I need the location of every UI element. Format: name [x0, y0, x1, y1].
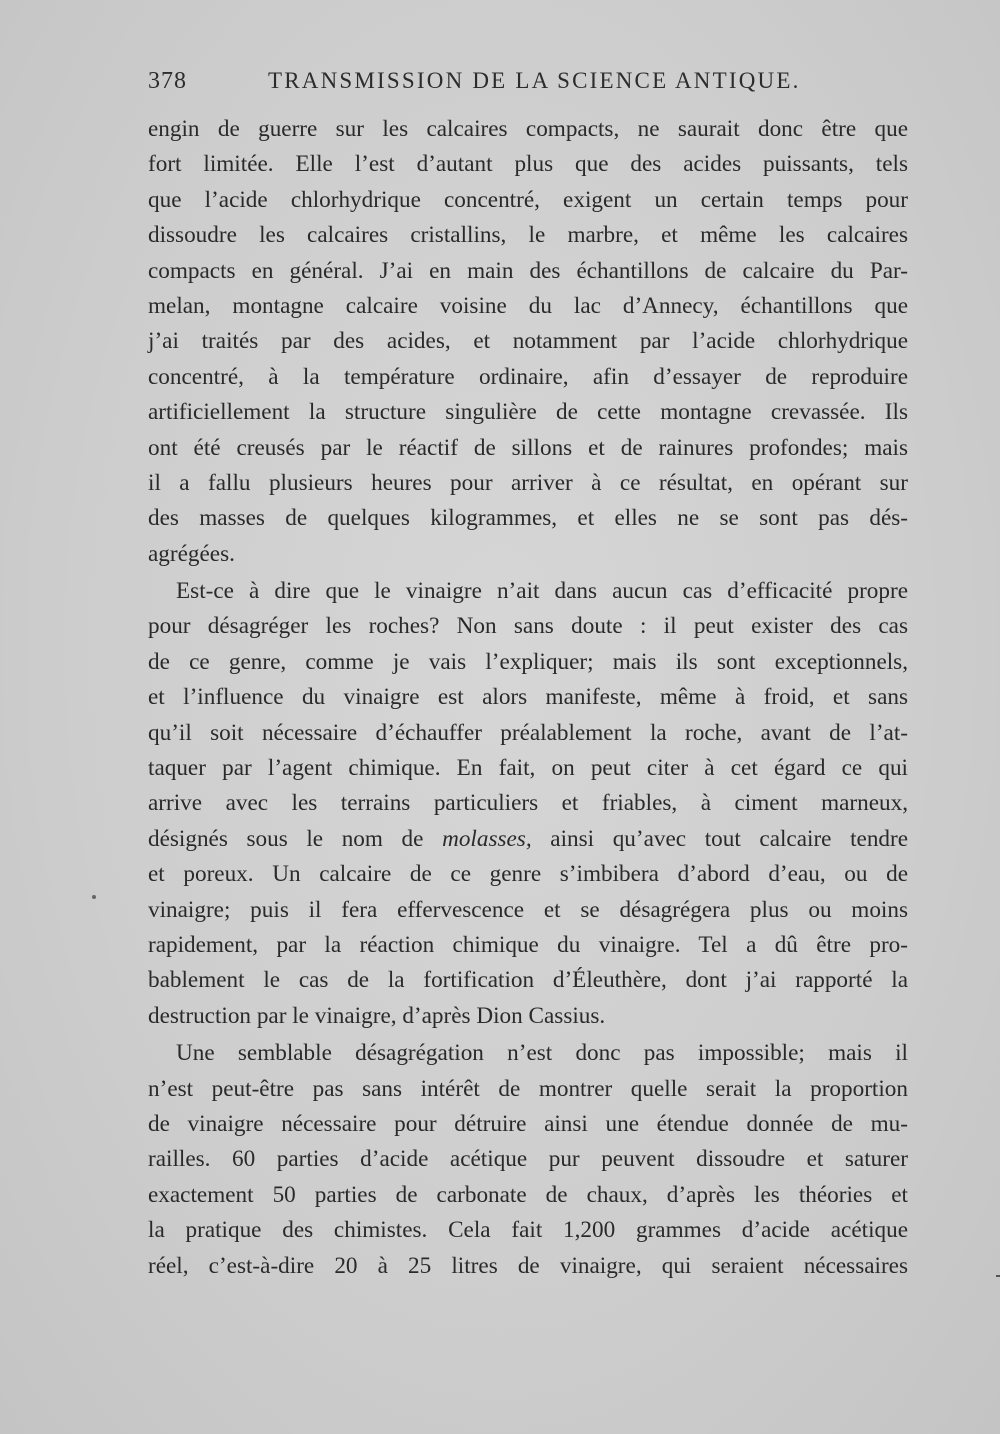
text-line: la pratique des chimistes. Cela fait 1,200 grammes d’acide acétique — [148, 1217, 908, 1244]
italic-term: molasses, — [442, 825, 532, 852]
page-number: 378 — [148, 68, 187, 94]
text-line: destruction par le vinaigre, d’après Dion Cassius. — [148, 1002, 606, 1029]
text-line: rapidement, par la réaction chimique du vinaigre. Tel a dû être pro- — [148, 931, 908, 958]
text-line: et l’influence du vinaigre est alors manifeste, même à froid, et sans — [148, 684, 908, 711]
text-line: que l’acide chlorhydrique concentré, exigent un certain temps pour — [148, 186, 908, 213]
text-line: Une semblable désagrégation n’est donc pas impossible; mais il — [176, 1040, 908, 1067]
paragraph-3 — [148, 1036, 908, 1284]
text-line: de ce genre, comme je vais l’expliquer; mais ils sont exceptionnels, — [148, 648, 908, 675]
text-line: ont été creusés par le réactif de sillons et de rainures profondes; mais — [148, 434, 908, 461]
text-line: fort limitée. Elle l’est d’autant plus que des acides puissants, tels — [148, 151, 908, 178]
text-segment: désignés sous le nom de — [148, 825, 424, 852]
text-line: vinaigre; puis il fera effervescence et se désagrégera plus ou moins — [148, 896, 908, 923]
text-line: il a fallu plusieurs heures pour arriver à ce résultat, en opérant sur — [148, 469, 908, 496]
text-line: bablement le cas de la fortification d’Éleuthère, dont j’ai rapporté la — [148, 967, 908, 994]
running-title: TRANSMISSION DE LA SCIENCE ANTIQUE. — [268, 68, 801, 93]
text-line: engin de guerre sur les calcaires compacts, ne saurait donc être que — [148, 116, 908, 142]
text-line: qu’il soit nécessaire d’échauffer préalablement la roche, avant de l’at- — [148, 719, 908, 746]
text-line: artificiellement la structure singulière de cette montagne crevassée. Ils — [148, 399, 908, 426]
text-line: agrégées. — [148, 540, 235, 567]
text-line: compacts en général. J’ai en main des échantillons de calcaire du Par- — [148, 257, 908, 284]
paragraph-1 — [148, 112, 908, 572]
edge-mark — [996, 1275, 1000, 1277]
text-line: railles. 60 parties d’acide acétique pur peuvent dissoudre et saturer — [148, 1146, 908, 1173]
text-line: réel, c’est-à-dire 20 à 25 litres de vinaigre, qui seraient nécessaires — [148, 1252, 908, 1279]
text-line: Est-ce à dire que le vinaigre n’ait dans aucun cas d’efficacité propre — [176, 578, 908, 605]
text-line: exactement 50 parties de carbonate de chaux, d’après les théories et — [148, 1181, 908, 1208]
text-line: et poreux. Un calcaire de ce genre s’imbibera d’abord d’eau, ou de — [148, 861, 908, 888]
text-line: taquer par l’agent chimique. En fait, on peut citer à cet égard ce qui — [148, 755, 908, 782]
text-line: des masses de quelques kilogrammes, et elles ne se sont pas dés- — [148, 505, 908, 532]
text-line: pour désagréger les roches? Non sans doute : il peut exister des cas — [148, 613, 908, 640]
text-line: n’est peut-être pas sans intérêt de montrer quelle serait la proportion — [148, 1075, 908, 1102]
body-text — [148, 112, 908, 1284]
text-line-with-italic — [148, 822, 908, 857]
ink-speck — [92, 895, 96, 899]
page-header — [148, 68, 908, 104]
text-line: concentré, à la température ordinaire, afin d’essayer de reproduire — [148, 363, 908, 390]
text-line: melan, montagne calcaire voisine du lac d’Annecy, échantillons que — [148, 292, 908, 319]
text-line: j’ai traités par des acides, et notamment par l’acide chlorhydrique — [148, 328, 908, 355]
paragraph-2 — [148, 574, 908, 1034]
text-line: arrive avec les terrains particuliers et friables, à ciment marneux, — [148, 790, 908, 817]
text-line: de vinaigre nécessaire pour détruire ainsi une étendue donnée de mu- — [148, 1110, 908, 1137]
text-segment: ainsi qu’avec tout calcaire tendre — [550, 825, 909, 852]
text-line: dissoudre les calcaires cristallins, le marbre, et même les calcaires — [148, 222, 908, 249]
